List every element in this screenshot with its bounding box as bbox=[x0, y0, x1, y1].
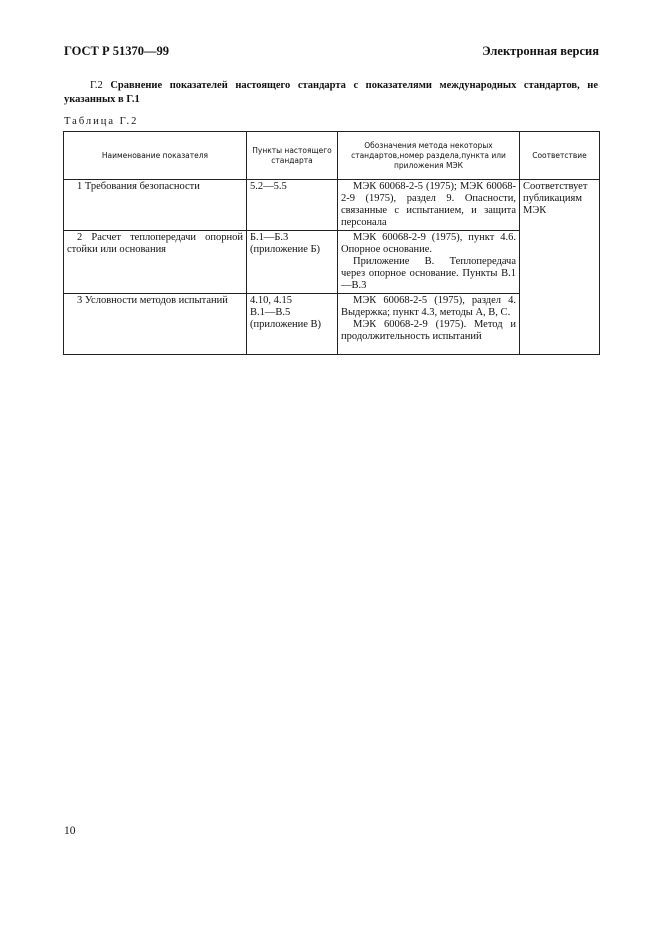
table-row bbox=[64, 231, 600, 294]
table-header-row bbox=[64, 132, 600, 180]
conformity-cell: Соответствует публикациям МЭК bbox=[520, 180, 600, 355]
method-paragraph: МЭК 60068-2-9 (1975). Метод и продолжительность испытаний bbox=[341, 319, 516, 342]
table-row bbox=[64, 294, 600, 355]
clauses-cell bbox=[247, 231, 338, 294]
table-row bbox=[64, 180, 600, 231]
version-label: Электронная версия bbox=[482, 44, 599, 58]
clause-line: 4.10, 4.15 bbox=[250, 295, 292, 306]
header-indicator-name: Наименование показателя bbox=[64, 132, 247, 180]
page-number: 10 bbox=[64, 825, 76, 837]
indicator-name-cell: 2 Расчет теплопередачи опорной стойки или основания bbox=[64, 231, 247, 294]
clauses-cell bbox=[247, 294, 338, 355]
clause-line: Б.1—Б.3 bbox=[250, 232, 289, 243]
clause-line: 5.2—5.5 bbox=[250, 181, 287, 192]
header-conformity: Соответствие bbox=[520, 132, 600, 180]
document-code: ГОСТ Р 51370—99 bbox=[64, 44, 170, 58]
clause-line: В.1—В.5 bbox=[250, 307, 291, 318]
header-standard-clauses: Пункты настоящего стандарта bbox=[247, 132, 338, 180]
clauses-cell bbox=[247, 180, 338, 231]
section-number: Г.2 bbox=[90, 80, 103, 91]
method-paragraph: МЭК 60068-2-5 (1975); МЭК 60068-2-9 (1975), раздел 9. Опасности, связанные с испытанием, и защита персонала bbox=[341, 181, 516, 228]
methods-cell bbox=[338, 180, 520, 231]
method-paragraph: МЭК 60068-2-5 (1975), раздел 4. Выдержка; пункт 4.3, методы А, В, С. bbox=[341, 295, 516, 318]
methods-cell bbox=[338, 231, 520, 294]
indicator-name-cell: 1 Требования безопасности bbox=[64, 180, 247, 231]
indicator-name-cell: 3 Условности методов испытаний bbox=[64, 294, 247, 355]
method-paragraph: Приложение В. Теплопередача через опорное основание. Пункты В.1—В.3 bbox=[341, 256, 516, 291]
table-caption: Таблица Г.2 bbox=[64, 116, 139, 127]
header-method-designation: Обозначения метода некоторых стандартов,номер раздела,пункта или приложения МЭК bbox=[338, 132, 520, 180]
method-paragraph: МЭК 60068-2-9 (1975), пункт 4.6. Опорное основание. bbox=[341, 232, 516, 255]
section-title: Сравнение показателей настоящего стандарта с показателями международных стандартов, не указанных в Г.1 bbox=[64, 80, 598, 105]
methods-cell bbox=[338, 294, 520, 355]
clause-line: (приложение Б) bbox=[250, 244, 321, 255]
section-heading bbox=[64, 79, 598, 107]
clause-line: (приложение В) bbox=[250, 319, 322, 330]
comparison-table bbox=[63, 131, 600, 355]
